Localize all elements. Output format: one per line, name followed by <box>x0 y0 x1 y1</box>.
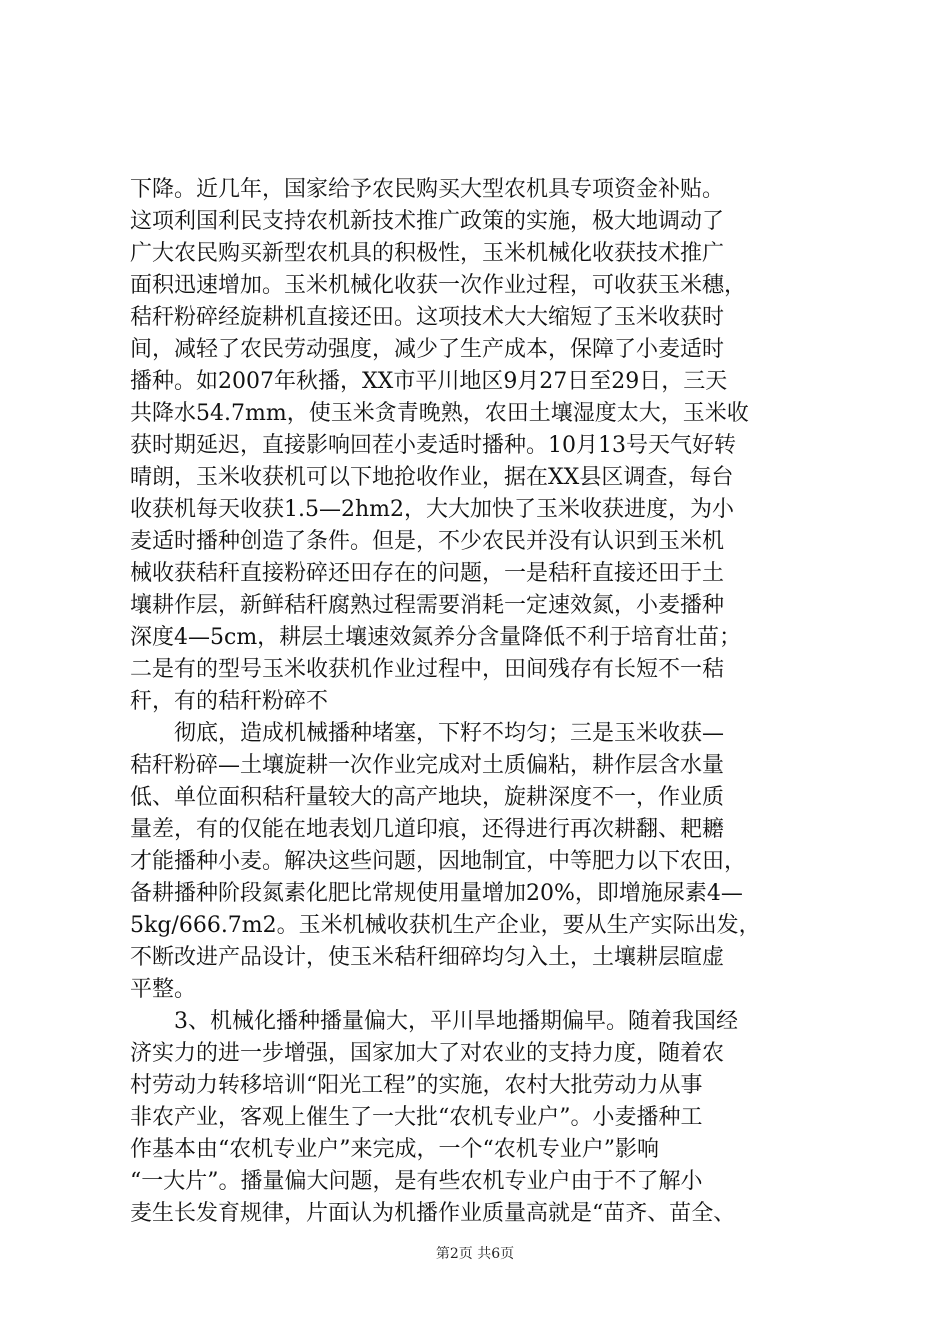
text-line: 这项利国利民支持农机新技术推广政策的实施，极大地调动了 <box>130 209 725 234</box>
text-line: 晴朗，玉米收获机可以下地抢收作业，据在XX县区调查，每台 <box>130 465 734 490</box>
text-line: 广大农民购买新型农机具的积极性，玉米机械化收获技术推广 <box>130 241 725 266</box>
text-line: 量差，有的仅能在地表划几道印痕，还得进行再次耕翻、耙耱 <box>130 817 725 842</box>
text-line: 秸秆粉碎—土壤旋耕一次作业完成对土质偏粘，耕作层含水量 <box>130 753 725 778</box>
text-line: 秸秆粉碎经旋耕机直接还田。这项技术大大缩短了玉米收获时 <box>130 305 725 330</box>
paragraph-3 <box>130 1006 840 1230</box>
text-line: 械收获秸秆直接粉碎还田存在的问题，一是秸秆直接还田于土 <box>130 561 725 586</box>
text-line: 5kg/666.7m2。玉米机械收获机生产企业，要从生产实际出发， <box>130 913 761 938</box>
text-line: 济实力的进一步增强，国家加大了对农业的支持力度，随着农 <box>130 1041 725 1066</box>
text-line: 彻底，造成机械播种堵塞，下籽不均匀；三是玉米收获— <box>174 721 725 746</box>
text-line: 村劳动力转移培训“阳光工程”的实施，农村大批劳动力从事 <box>130 1073 703 1098</box>
text-line: 平整。 <box>130 977 197 1002</box>
text-line: 深度4—5cm，耕层土壤速效氮养分含量降低不利于培育壮苗； <box>130 625 742 650</box>
text-line: 作基本由“农机专业户”来完成，一个“农机专业户”影响 <box>130 1137 659 1162</box>
text-line: “一大片”。播量偏大问题，是有些农机专业户由于不了解小 <box>130 1169 703 1194</box>
text-line: 才能播种小麦。解决这些问题，因地制宜，中等肥力以下农田， <box>130 849 747 874</box>
paragraph-2 <box>130 718 840 1006</box>
text-line: 秆，有的秸秆粉碎不 <box>130 689 329 714</box>
text-line: 二是有的型号玉米收获机作业过程中，田间残存有长短不一秸 <box>130 657 725 682</box>
document-body <box>130 174 840 1230</box>
text-line: 麦适时播种创造了条件。但是，不少农民并没有认识到玉米机 <box>130 529 725 554</box>
text-line: 下降。近几年，国家给予农民购买大型农机具专项资金补贴。 <box>130 177 725 202</box>
text-line: 收获机每天收获1.5—2hm2，大大加快了玉米收获进度，为小 <box>130 497 735 522</box>
text-line: 非农产业，客观上催生了一大批“农机专业户”。小麦播种工 <box>130 1105 703 1130</box>
text-line: 低、单位面积秸秆量较大的高产地块，旋耕深度不一，作业质 <box>130 785 725 810</box>
text-line: 面积迅速增加。玉米机械化收获一次作业过程，可收获玉米穗， <box>130 273 747 298</box>
page-footer <box>0 1243 950 1263</box>
text-line: 间，减轻了农民劳动强度，减少了生产成本，保障了小麦适时 <box>130 337 725 362</box>
text-line: 壤耕作层，新鲜秸秆腐熟过程需要消耗一定速效氮，小麦播种 <box>130 593 725 618</box>
text-line: 麦生长发育规律，片面认为机播作业质量高就是“苗齐、苗全、 <box>130 1201 736 1226</box>
paragraph-1 <box>130 174 840 718</box>
text-line: 共降水54.7mm，使玉米贪青晚熟，农田土壤湿度太大，玉米收 <box>130 401 749 426</box>
text-line: 备耕播种阶段氮素化肥比常规使用量增加20%，即增施尿素4— <box>130 881 743 906</box>
text-line: 3、机械化播种播量偏大，平川旱地播期偏早。随着我国经 <box>174 1009 738 1034</box>
text-line: 播种。如2007年秋播，XX市平川地区9月27日至29日，三天 <box>130 369 728 394</box>
page-number: 第2页 共6页 <box>435 1246 515 1262</box>
text-line: 获时期延迟，直接影响回茬小麦适时播种。10月13号天气好转 <box>130 433 736 458</box>
text-line: 不断改进产品设计，使玉米秸秆细碎均匀入土，土壤耕层暄虚 <box>130 945 725 970</box>
